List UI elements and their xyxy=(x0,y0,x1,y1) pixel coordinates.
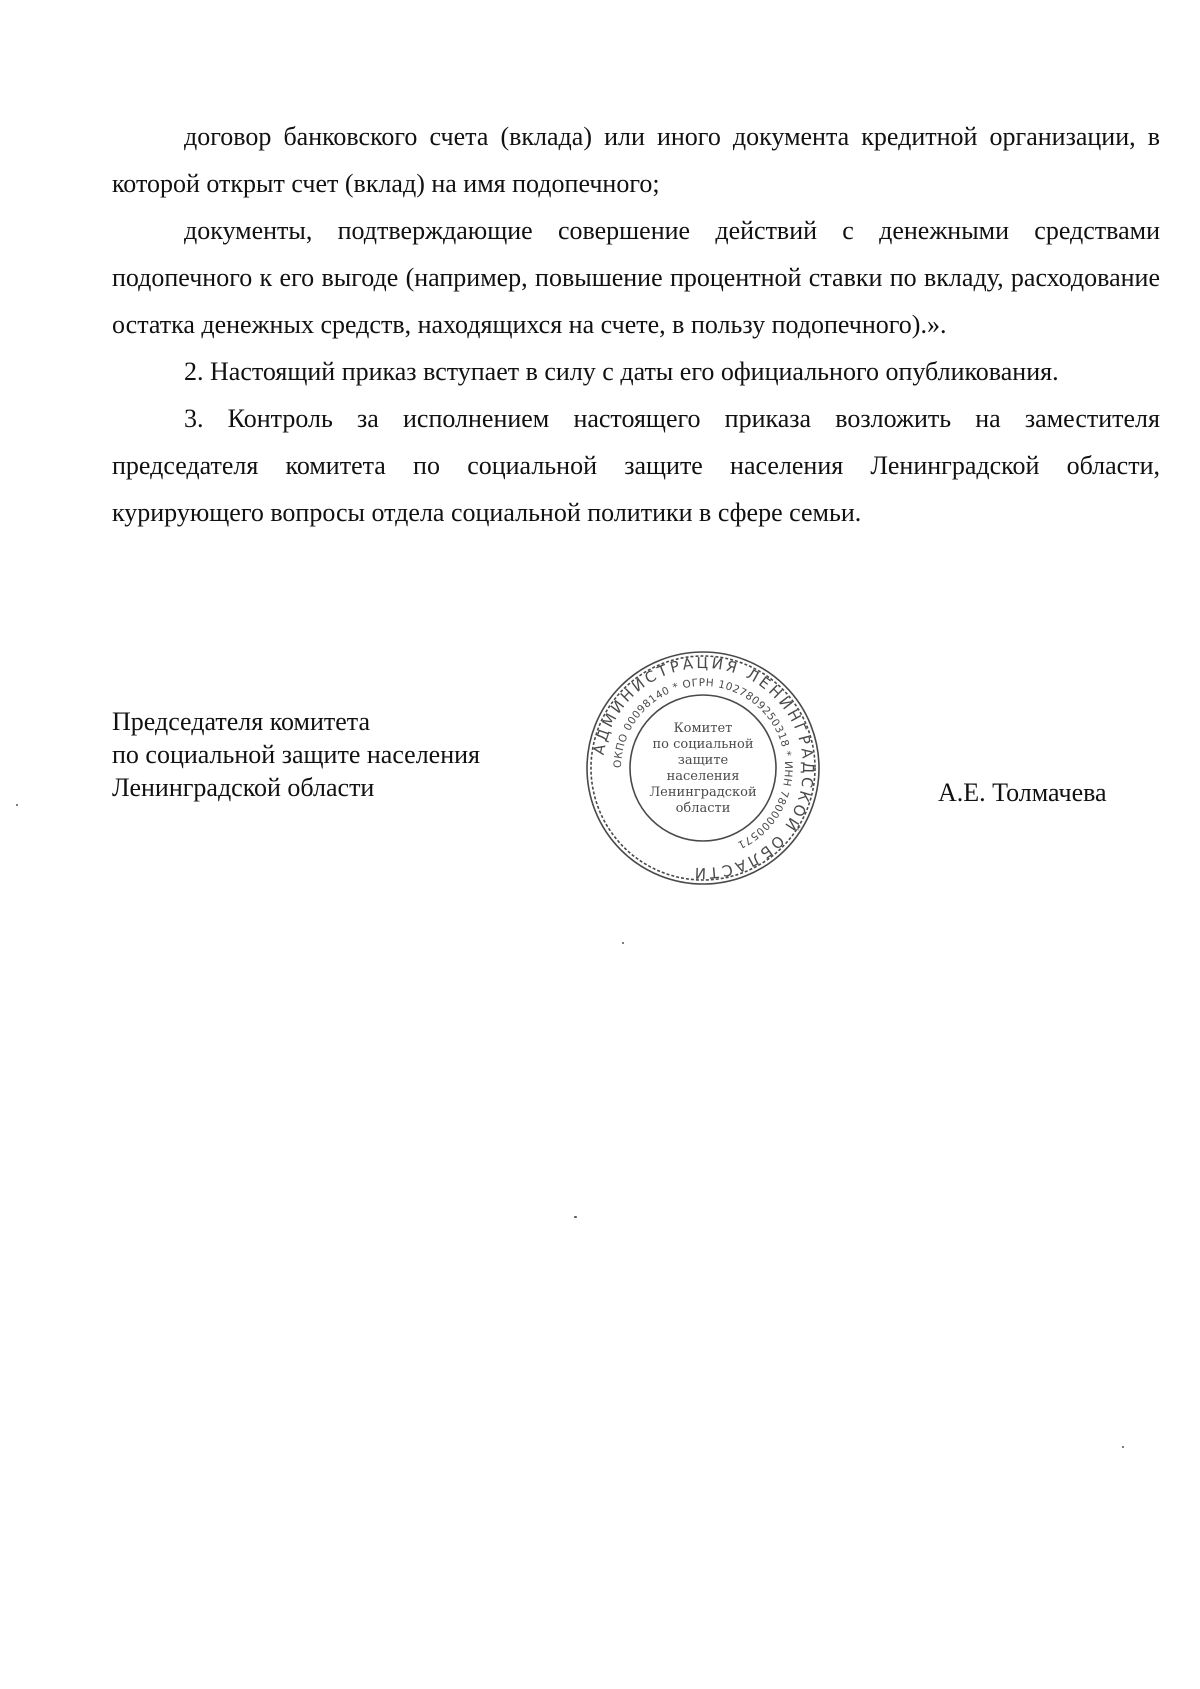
official-seal xyxy=(583,648,823,888)
paragraph-control-clause: 3. Контроль за исполнением настоящего приказа возложить на заместителя председателя комитета по социальной защите населения Ленинградской области, курирующего вопросы отдела социальной политики в сфере семьи. xyxy=(112,404,1160,527)
paragraph-effective-date: 2. Настоящий приказ вступает в силу с даты его официального опубликования. xyxy=(184,357,1059,386)
document-body xyxy=(112,113,1160,536)
signatory-position xyxy=(112,705,480,804)
paragraph-supporting-documents: документы, подтверждающие совершение действий с денежными средствами подопечного к его выгоде (например, повышение процентной ставки по вкладу, расходование остатка денежных средств, находящихся на счете, в пользу подопечного).». xyxy=(112,216,1160,339)
signatory-name: А.Е. Толмачева xyxy=(938,778,1107,807)
signatory-position-line: Ленинградской области xyxy=(112,773,375,802)
signatory-position-line: по социальной защите населения xyxy=(112,740,481,769)
scan-speck xyxy=(574,1216,577,1218)
scan-speck xyxy=(16,804,18,806)
scan-speck xyxy=(622,942,624,944)
seal-center-line: Ленинградской xyxy=(649,785,757,800)
seal-center-line: Комитет xyxy=(673,721,733,736)
seal-center-line: населения xyxy=(666,769,740,784)
seal-outer-text: АДМИНИСТРАЦИЯ ЛЕНИНГРАДСКОЙ ОБЛАСТИ xyxy=(589,653,818,883)
paragraph-bank-account: договор банковского счета (вклада) или иного документа кредитной организации, в которой открыт счет (вклад) на имя подопечного; xyxy=(112,122,1160,198)
seal-ring-numbers: ОКПО 00098140 * ОГРН 1027809250318 * ИНН 7800000571 xyxy=(611,676,795,851)
seal-center-line: области xyxy=(675,801,731,816)
seal-center-line: по социальной xyxy=(652,737,754,752)
seal-center-line: защите xyxy=(677,753,729,768)
signatory-position-line: Председателя комитета xyxy=(112,707,370,736)
seal-inner-ring xyxy=(630,695,776,841)
scan-speck xyxy=(1122,1446,1124,1448)
